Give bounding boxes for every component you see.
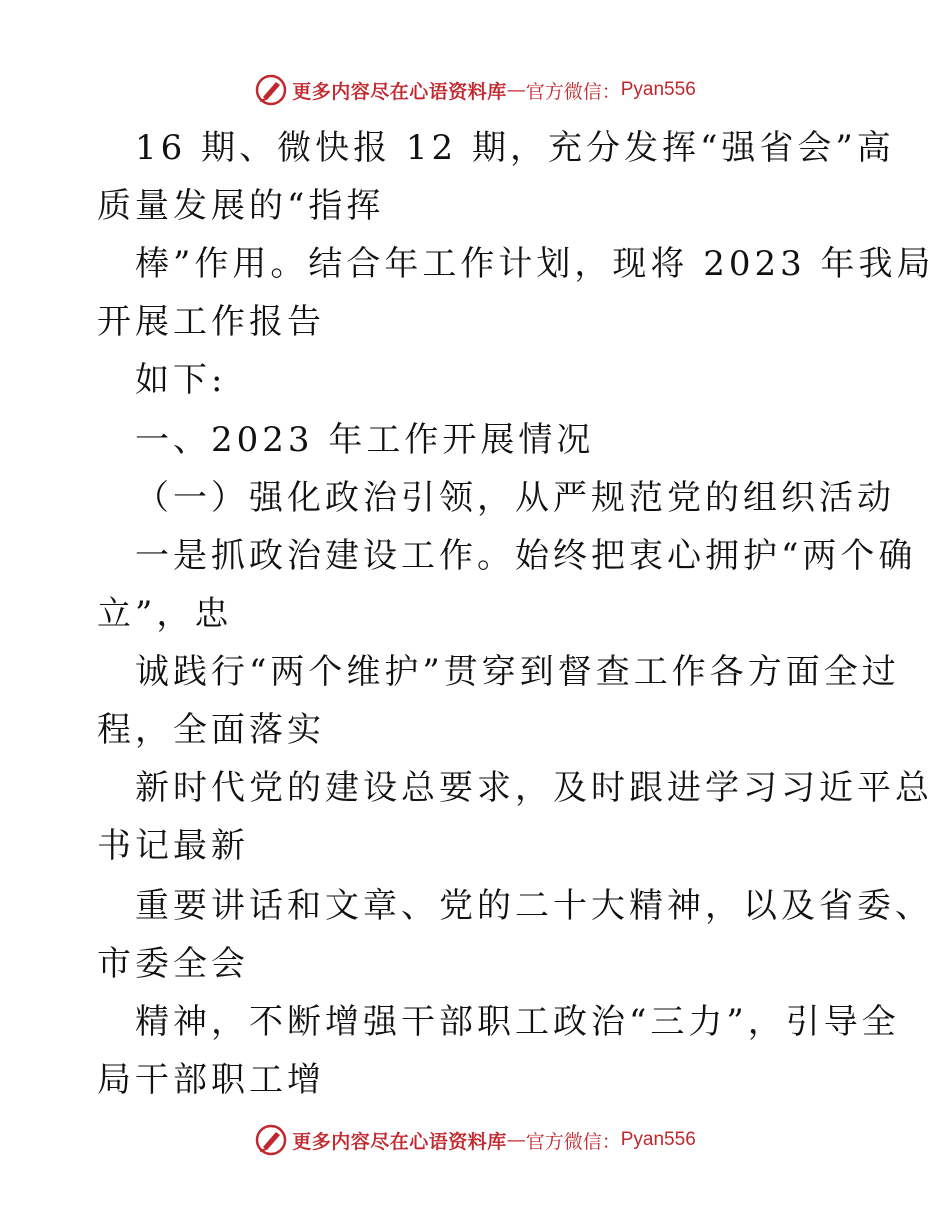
body-line: 局干部职工增: [97, 1060, 325, 1100]
brand-name: 更多内容尽在心语资料库: [292, 1130, 507, 1153]
wechat-id: Pyan556: [620, 1129, 696, 1150]
wechat-id: Pyan556: [620, 79, 696, 100]
brand-name: 更多内容尽在心语资料库: [292, 80, 507, 103]
header-watermark: [0, 70, 950, 110]
pen-seal-logo-icon: [254, 1123, 288, 1157]
official-wechat-label: 官方微信：: [525, 80, 621, 103]
body-line: 新时代党的建设总要求，及时跟进学习习近平总: [135, 768, 933, 808]
body-line: 棒”作用。结合年工作计划，现将 2023 年我局: [135, 244, 935, 284]
body-line: 16 期、微快报 12 期，充分发挥“强省会”高: [135, 128, 895, 168]
official-wechat-label: 官方微信：: [525, 1130, 621, 1153]
body-line: 如下:: [135, 360, 227, 400]
body-line: 书记最新: [97, 826, 249, 866]
body-line: 程，全面落实: [97, 710, 325, 750]
body-line: 精神，不断增强干部职工政治“三力”，引导全: [135, 1002, 900, 1042]
body-line: 市委全会: [97, 944, 249, 984]
body-line: 开展工作报告: [97, 302, 325, 342]
subsection-heading: （一）强化政治引领，从严规范党的组织活动: [135, 478, 895, 518]
body-line: 一是抓政治建设工作。始终把衷心拥护“两个确: [135, 536, 917, 576]
body-line: 重要讲话和文章、党的二十大精神，以及省委、: [135, 886, 933, 926]
pen-seal-logo-icon: [254, 73, 288, 107]
body-line: 诚践行“两个维护”贯穿到督查工作各方面全过: [135, 652, 900, 692]
separator-dash: —: [506, 1129, 526, 1151]
section-heading: 一、2023 年工作开展情况: [135, 420, 595, 460]
separator-dash: —: [506, 79, 526, 101]
body-line: 质量发展的“指挥: [97, 186, 385, 226]
footer-watermark: [0, 1120, 950, 1160]
body-line: 立”，忠: [97, 594, 233, 634]
